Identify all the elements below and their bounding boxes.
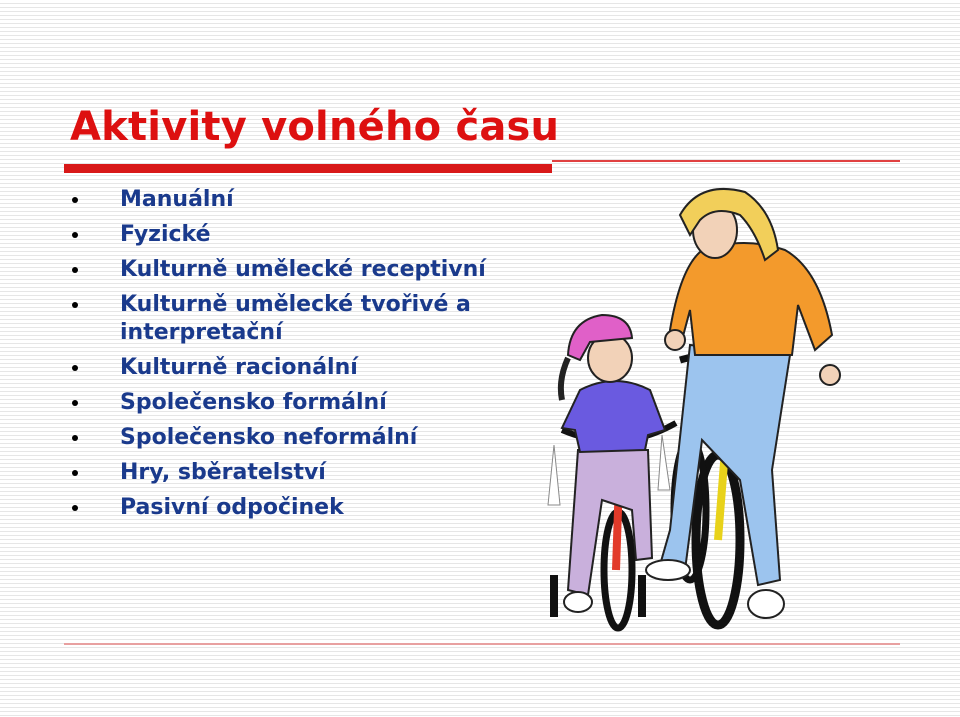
right-streamer bbox=[658, 435, 670, 490]
bullet-text: Kulturně umělecké receptivní bbox=[120, 257, 486, 282]
adult-right-hand bbox=[820, 365, 840, 385]
bullet-dot-icon bbox=[72, 435, 78, 441]
bullet-text: Společensko neformální bbox=[120, 425, 418, 450]
bullet-text: Fyzické bbox=[120, 222, 211, 247]
bullet-dot-icon bbox=[72, 302, 78, 308]
bullet-item bbox=[68, 494, 508, 522]
bullet-item bbox=[68, 291, 508, 347]
slide-title: Aktivity volného času bbox=[70, 104, 560, 150]
title-underline-thin bbox=[552, 160, 900, 162]
bullet-dot-icon bbox=[72, 232, 78, 238]
bullet-dot-icon bbox=[72, 470, 78, 476]
child-shirt bbox=[562, 381, 665, 452]
bullet-item bbox=[68, 459, 508, 487]
adult-legs bbox=[660, 345, 790, 585]
adult-right-shoe bbox=[748, 590, 784, 618]
child-training-wheel-left bbox=[550, 575, 558, 617]
bullet-item bbox=[68, 424, 508, 452]
adult-left-hand bbox=[665, 330, 685, 350]
bullet-text: Společensko formální bbox=[120, 390, 387, 415]
bullet-item bbox=[68, 186, 508, 214]
bullet-item bbox=[68, 221, 508, 249]
bullet-dot-icon bbox=[72, 505, 78, 511]
bullet-text: Manuální bbox=[120, 187, 234, 212]
child-shoe bbox=[564, 592, 592, 612]
adult-left-shoe bbox=[646, 560, 690, 580]
title-underline-thick bbox=[64, 164, 552, 173]
bullet-list bbox=[68, 186, 508, 529]
bullet-text: Pasivní odpočinek bbox=[120, 495, 344, 520]
cyclists-clipart bbox=[540, 180, 860, 640]
left-streamer bbox=[548, 445, 560, 505]
bullet-dot-icon bbox=[72, 197, 78, 203]
bullet-item bbox=[68, 354, 508, 382]
footer-divider bbox=[64, 643, 900, 645]
bullet-item bbox=[68, 256, 508, 284]
bullet-text: Kulturně umělecké tvořivé a interpretační bbox=[120, 292, 471, 345]
child-ponytail bbox=[561, 358, 568, 400]
bullet-text: Hry, sběratelství bbox=[120, 460, 326, 485]
bullet-text: Kulturně racionální bbox=[120, 355, 358, 380]
bullet-dot-icon bbox=[72, 400, 78, 406]
bullet-dot-icon bbox=[72, 267, 78, 273]
bullet-dot-icon bbox=[72, 365, 78, 371]
child-training-wheel-right bbox=[638, 575, 646, 617]
bullet-item bbox=[68, 389, 508, 417]
adult-sweater bbox=[670, 243, 832, 355]
